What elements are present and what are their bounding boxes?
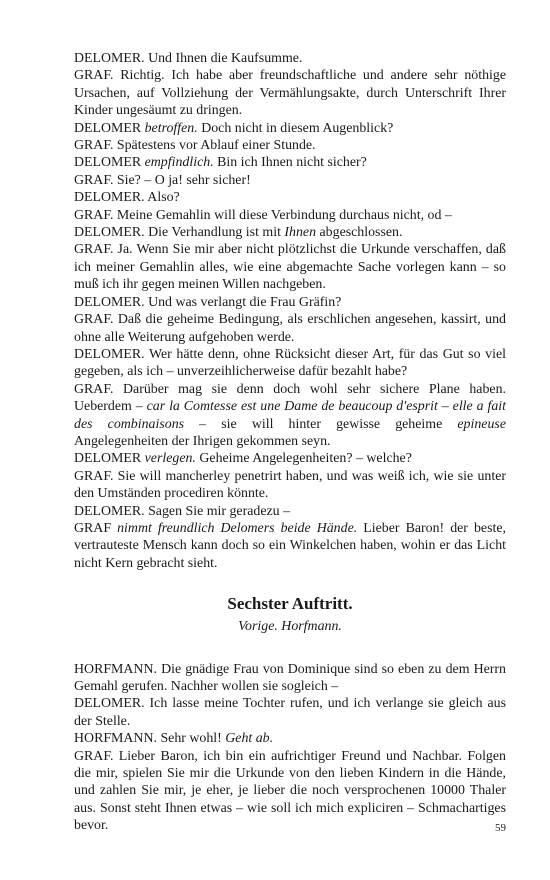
dialogue-line <box>74 520 506 572</box>
dialogue-line <box>74 730 506 747</box>
dialogue-text: GRAF <box>74 520 118 536</box>
dialogue-line <box>74 311 506 346</box>
stage-direction: epineuse <box>457 416 506 432</box>
dialogue-line <box>74 468 506 503</box>
dialogue-text: HORFMANN. Sehr wohl! <box>74 731 226 747</box>
dialogue-block-2 <box>74 661 506 835</box>
dialogue-text: DELOMER. Die Verhandlung ist mit <box>74 225 285 241</box>
dialogue-text: DELOMER. Und Ihnen die Kaufsumme. <box>74 51 303 66</box>
dialogue-line <box>74 137 506 154</box>
dialogue-text: GRAF. Darüber mag sie denn doch wohl sehr sichere Plane haben. Ueberdem – <box>74 381 506 415</box>
dialogue-line <box>74 224 506 241</box>
dialogue-text: DELOMER <box>74 451 145 467</box>
stage-direction: Ihnen <box>284 225 317 241</box>
stage-direction: nimmt freundlich Delomers beide Hände. <box>117 520 358 536</box>
dialogue-text: GRAF. Daß die geheime Bedingung, als erschlichen angesehen, kassirt, und ohne alle Weiterung aufgehoben werde. <box>74 312 506 345</box>
page-number: 59 <box>495 822 506 834</box>
book-page <box>74 50 506 835</box>
dialogue-text: – sie will hinter gewisse geheime <box>184 416 458 432</box>
scene-subtitle: Vorige. Horfmann. <box>238 619 342 635</box>
dialogue-line <box>74 50 506 67</box>
stage-direction: car la Comtesse est une Dame de beaucoup d'esprit – elle a fait des combinaisons <box>74 399 506 432</box>
dialogue-line <box>74 661 506 696</box>
dialogue-line <box>74 450 506 467</box>
dialogue-line <box>74 503 506 520</box>
dialogue-text: Lieber Baron! der beste, vertrauteste Mensch kann doch so ein Winkelchen haben, wohin er das Licht nicht Kern gebracht sieht. <box>74 520 506 571</box>
dialogue-text: abgeschlossen. <box>316 225 403 241</box>
dialogue-text: DELOMER. Also? <box>74 190 180 206</box>
dialogue-text: GRAF. Richtig. Ich habe aber freundschaftliche und andere sehr nöthige Ursachen, auf Vollziehung der Vermählungsakte, durch Unterschrift Ihrer Kinder ungesäumt zu dringen. <box>74 68 506 119</box>
scene-title: Sechster Auftritt. <box>227 594 353 614</box>
dialogue-text: HORFMANN. Die gnädige Frau von Dominique sind so eben zu dem Herrn Gemahl gerufen. Nachher wollen sie sogleich – <box>74 661 506 694</box>
dialogue-line <box>74 695 506 730</box>
dialogue-text: DELOMER <box>74 155 145 171</box>
dialogue-line <box>74 172 506 189</box>
dialogue-text: DELOMER. Und was verlangt die Frau Gräfin? <box>74 294 342 310</box>
dialogue-line <box>74 189 506 206</box>
dialogue-text: DELOMER. Wer hätte denn, ohne Rücksicht dieser Art, für das Gut so viel gegeben, als ich – unverzeihlicherweise dafür bezahlt habe? <box>74 346 506 380</box>
dialogue-text: GRAF. Sie will mancherley penetrirt haben, und was weiß ich, wie sie unter den Umständen procediren könnte. <box>74 468 506 502</box>
dialogue-line <box>74 381 506 451</box>
dialogue-text: DELOMER <box>74 120 145 136</box>
dialogue-line <box>74 748 506 835</box>
dialogue-text: GRAF. Meine Gemahlin will diese Verbindung durchaus nicht, od – <box>74 207 452 223</box>
dialogue-block-1 <box>74 50 506 572</box>
dialogue-line <box>74 67 506 119</box>
dialogue-text: Doch nicht in diesem Augenblick? <box>197 120 394 136</box>
dialogue-text: GRAF. Lieber Baron, ich bin ein aufrichtiger Freund und Nachbar. Folgen die mir, spielen Sie mir die Urkunde von den lieben Kindern in die Hände, und zahlen Sie mir, je eher, je lieber die noch versprochenen 10000 Thaler aus. Sonst steht Ihnen etwas – wie soll ich mich expliciren – Schmachartiges bevor. <box>74 748 506 834</box>
dialogue-text: DELOMER. Sagen Sie mir geradezu – <box>74 503 291 519</box>
dialogue-line <box>74 241 506 293</box>
dialogue-line <box>74 120 506 137</box>
dialogue-line <box>74 294 506 311</box>
dialogue-text: DELOMER. Ich lasse meine Tochter rufen, und ich verlange sie gleich aus der Stelle. <box>74 696 506 729</box>
stage-direction: verlegen. <box>144 451 196 467</box>
dialogue-text: Angelegenheiten der Ihrigen gekommen seyn. <box>74 433 331 449</box>
stage-direction: empfindlich. <box>144 155 214 171</box>
dialogue-text: GRAF. Spätestens vor Ablauf einer Stunde. <box>74 138 316 154</box>
dialogue-line <box>74 207 506 224</box>
stage-direction: Geht ab. <box>225 731 274 747</box>
dialogue-line <box>74 154 506 171</box>
stage-direction: betroffen. <box>144 120 198 136</box>
dialogue-text: GRAF. Ja. Wenn Sie mir aber nicht plötzlichst die Urkunde verschaffen, daß ich meiner Gemahlin alles, wie eine abgemachte Sache vorlegen kann – so muß ich ihr gegen meinen Willen nachgeben. <box>74 242 506 293</box>
dialogue-text: Bin ich Ihnen nicht sicher? <box>213 155 367 171</box>
dialogue-text: GRAF. Sie? – O ja! sehr sicher! <box>74 172 251 188</box>
dialogue-line <box>74 346 506 381</box>
dialogue-text: Geheime Angelegenheiten? – welche? <box>195 451 412 467</box>
